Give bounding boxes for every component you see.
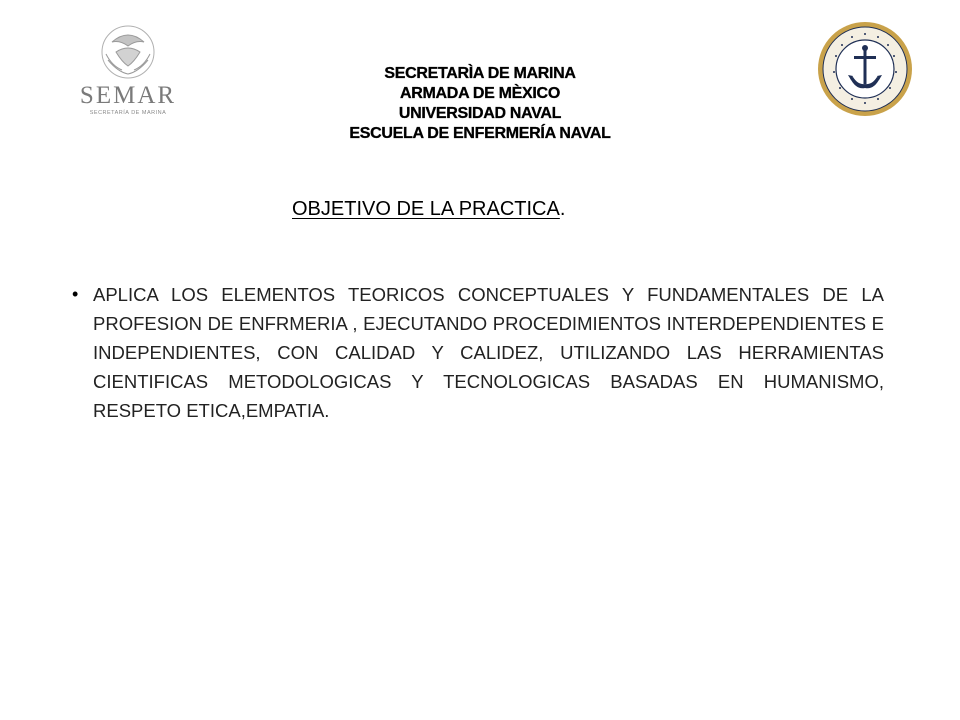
header-line-secretaria: SECRETARÌA DE MARINA	[384, 65, 576, 82]
anchor-seal-icon	[816, 20, 914, 118]
institution-header	[250, 64, 710, 144]
semar-wordmark: SEMAR	[79, 82, 177, 109]
naval-school-seal	[816, 20, 914, 118]
semar-logo	[72, 22, 184, 122]
header-line-universidad: UNIVERSIDAD NAVAL	[398, 105, 562, 122]
header-line-armada: ARMADA DE MÈXICO	[400, 85, 560, 102]
bullet-text: APLICA LOS ELEMENTOS TEORICOS CONCEPTUALES Y FUNDAMENTALES DE LA PROFESION DE ENFRMERIA , EJECUTANDO PROCEDIMIENTOS INTERDEPENDIENTES E INDEPENDIENTES, CON CALIDAD Y CALIDEZ, UTILIZANDO LAS HERRAMIENTAS CIENTIFICAS METODOLOGICAS Y TECNOLOGICAS BASADAS EN HUMANISMO, RESPETO ETICA,EMPATIA.	[93, 284, 884, 421]
bullet-marker: •	[72, 284, 79, 304]
eagle-emblem-icon	[72, 22, 184, 84]
objective-period: .	[559, 198, 566, 220]
objective-title: OBJETIVO DE LA PRACTICA	[292, 198, 560, 220]
objective-heading	[292, 198, 565, 221]
semar-subtitle: SECRETARÍA DE MARINA	[89, 110, 167, 116]
header-line-escuela: ESCUELA DE ENFERMERÍA NAVAL	[349, 125, 611, 142]
